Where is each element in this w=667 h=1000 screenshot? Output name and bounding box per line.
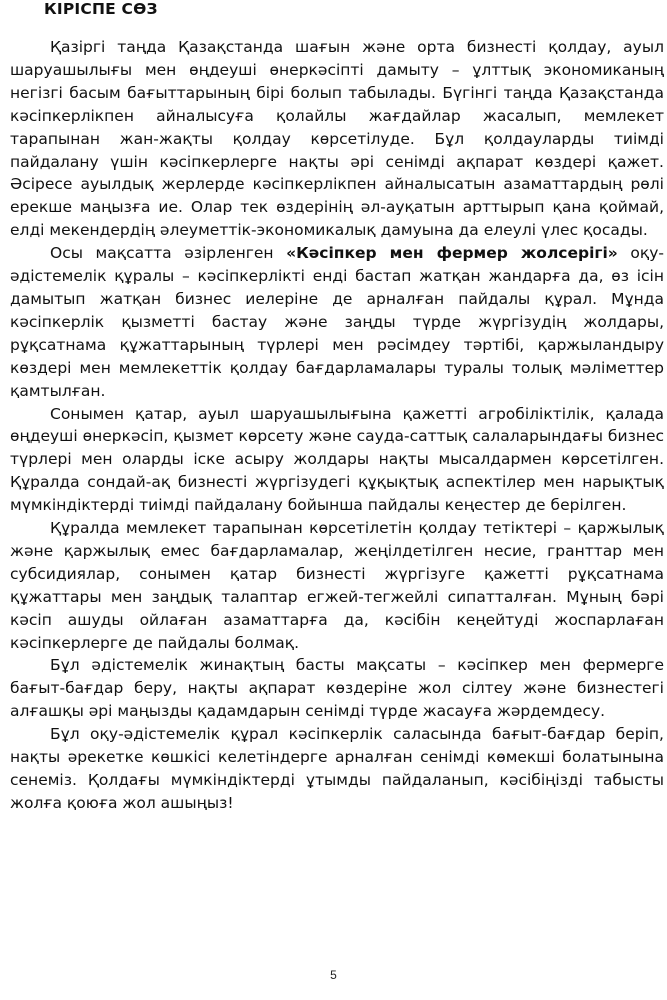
page-content — [10, 0, 664, 815]
page-number: 5 — [330, 968, 337, 982]
paragraph-2-intro: Осы мақсатта әзірленген — [50, 244, 287, 263]
paragraph-2 — [10, 242, 664, 402]
paragraph-3: Сонымен қатар, ауыл шаруашылығына қажетті агробіліктілік, қалада өңдеуші өнеркәсіп, қызмет көрсету және сауда-саттық салаларындағы бизнес түрлері мен оларды іске асыру жолдары нақты мысалдармен көрсетілген. Құралда сондай-ақ бизнесті жүргізудегі құқықтық аспектілер мен нарықтық мүмкіндіктерді тиімді пайдалану бойынша пайдалы кеңестер де берілген. — [10, 404, 664, 515]
paragraph-5: Бұл әдістемелік жинақтың басты мақсаты – кәсіпкер мен фермерге бағыт-бағдар беру, нақты ақпарат көздеріне жол сілтеу және бизнестегі алғашқы әрі маңызды қадамдарын сенімді түрде жасауға жәрдемдесу. — [10, 656, 664, 721]
paragraph-4: Құралда мемлекет тарапынан көрсетілетін қолдау тетіктері – қаржылық және қаржылық емес бағдарламалар, жеңілдетілген несие, гранттар мен субсидиялар, сонымен қатар бизнесті жүргізуге қажетті рұқсатнама құжаттары мен заңдық талаптар егжей-тегжейлі сипатталған. Мұның бәрі кәсіп ашуды ойлаған азаматтарға да, кәсібін кеңейтуді жоспарлаған кәсіпкерлерге де пайдалы болмақ. — [10, 519, 664, 652]
section-heading: КІРІСПЕ СӨЗ — [44, 0, 158, 18]
book-title: «Кәсіпкер мен фермер жолсерігі» — [286, 244, 618, 263]
paragraph-1: Қазіргі таңда Қазақстанда шағын және орта бизнесті қолдау, ауыл шаруашылығы мен өңдеуші өнеркәсіпті дамыту – ұлттық экономиканың негізгі басым бағыттарының бірі болып табылады. Бүгінгі таңда Қазақстанда кәсіпкерлікпен айналысуға қолайлы жағдайлар жасалып, мемлекет тарапынан жан-жақты қолдау көрсетілуде. Бұл қолдауларды тиімді пайдалану үшін кәсіпкерлерге нақты әрі сенімді ақпарат көздері қажет. Әсіресе ауылдық жерлерде кәсіпкерлікпен айналысатын азаматтардың рөлі ерекше маңызға ие. Олар тек өздерінің әл-ауқатын арттырып қана қоймай, елді мекендердің әлеуметтік-экономикалық дамуына да елеулі үлес қосады. — [10, 38, 664, 240]
paragraph-6: Бұл оқу-әдістемелік құрал кәсіпкерлік саласында бағыт-бағдар беріп, нақты әрекетке көшкісі келетіндерге арналған сенімді көмекші болатынына сенеміз. Қолдағы мүмкіндіктерді ұтымды пайдаланып, кәсібіңізді табысты жолға қоюға жол ашыңыз! — [10, 725, 664, 812]
paragraph-2-body: оқу-әдістемелік құралы – кәсіпкерлікті енді бастап жатқан жандарға да, өз ісін дамытып жатқан бизнес иелеріне де арналған пайдалы құрал. Мұнда кәсіпкерлік қызметті бастау және заңды түрде жүргізудің жолдары, рұқсатнама құжаттарының түрлері мен рәсімдеу тәртібі, қаржыландыру көздері мен мемлекеттік қолдау бағдарламалары туралы толық мәліметтер қамтылған. — [10, 244, 664, 400]
